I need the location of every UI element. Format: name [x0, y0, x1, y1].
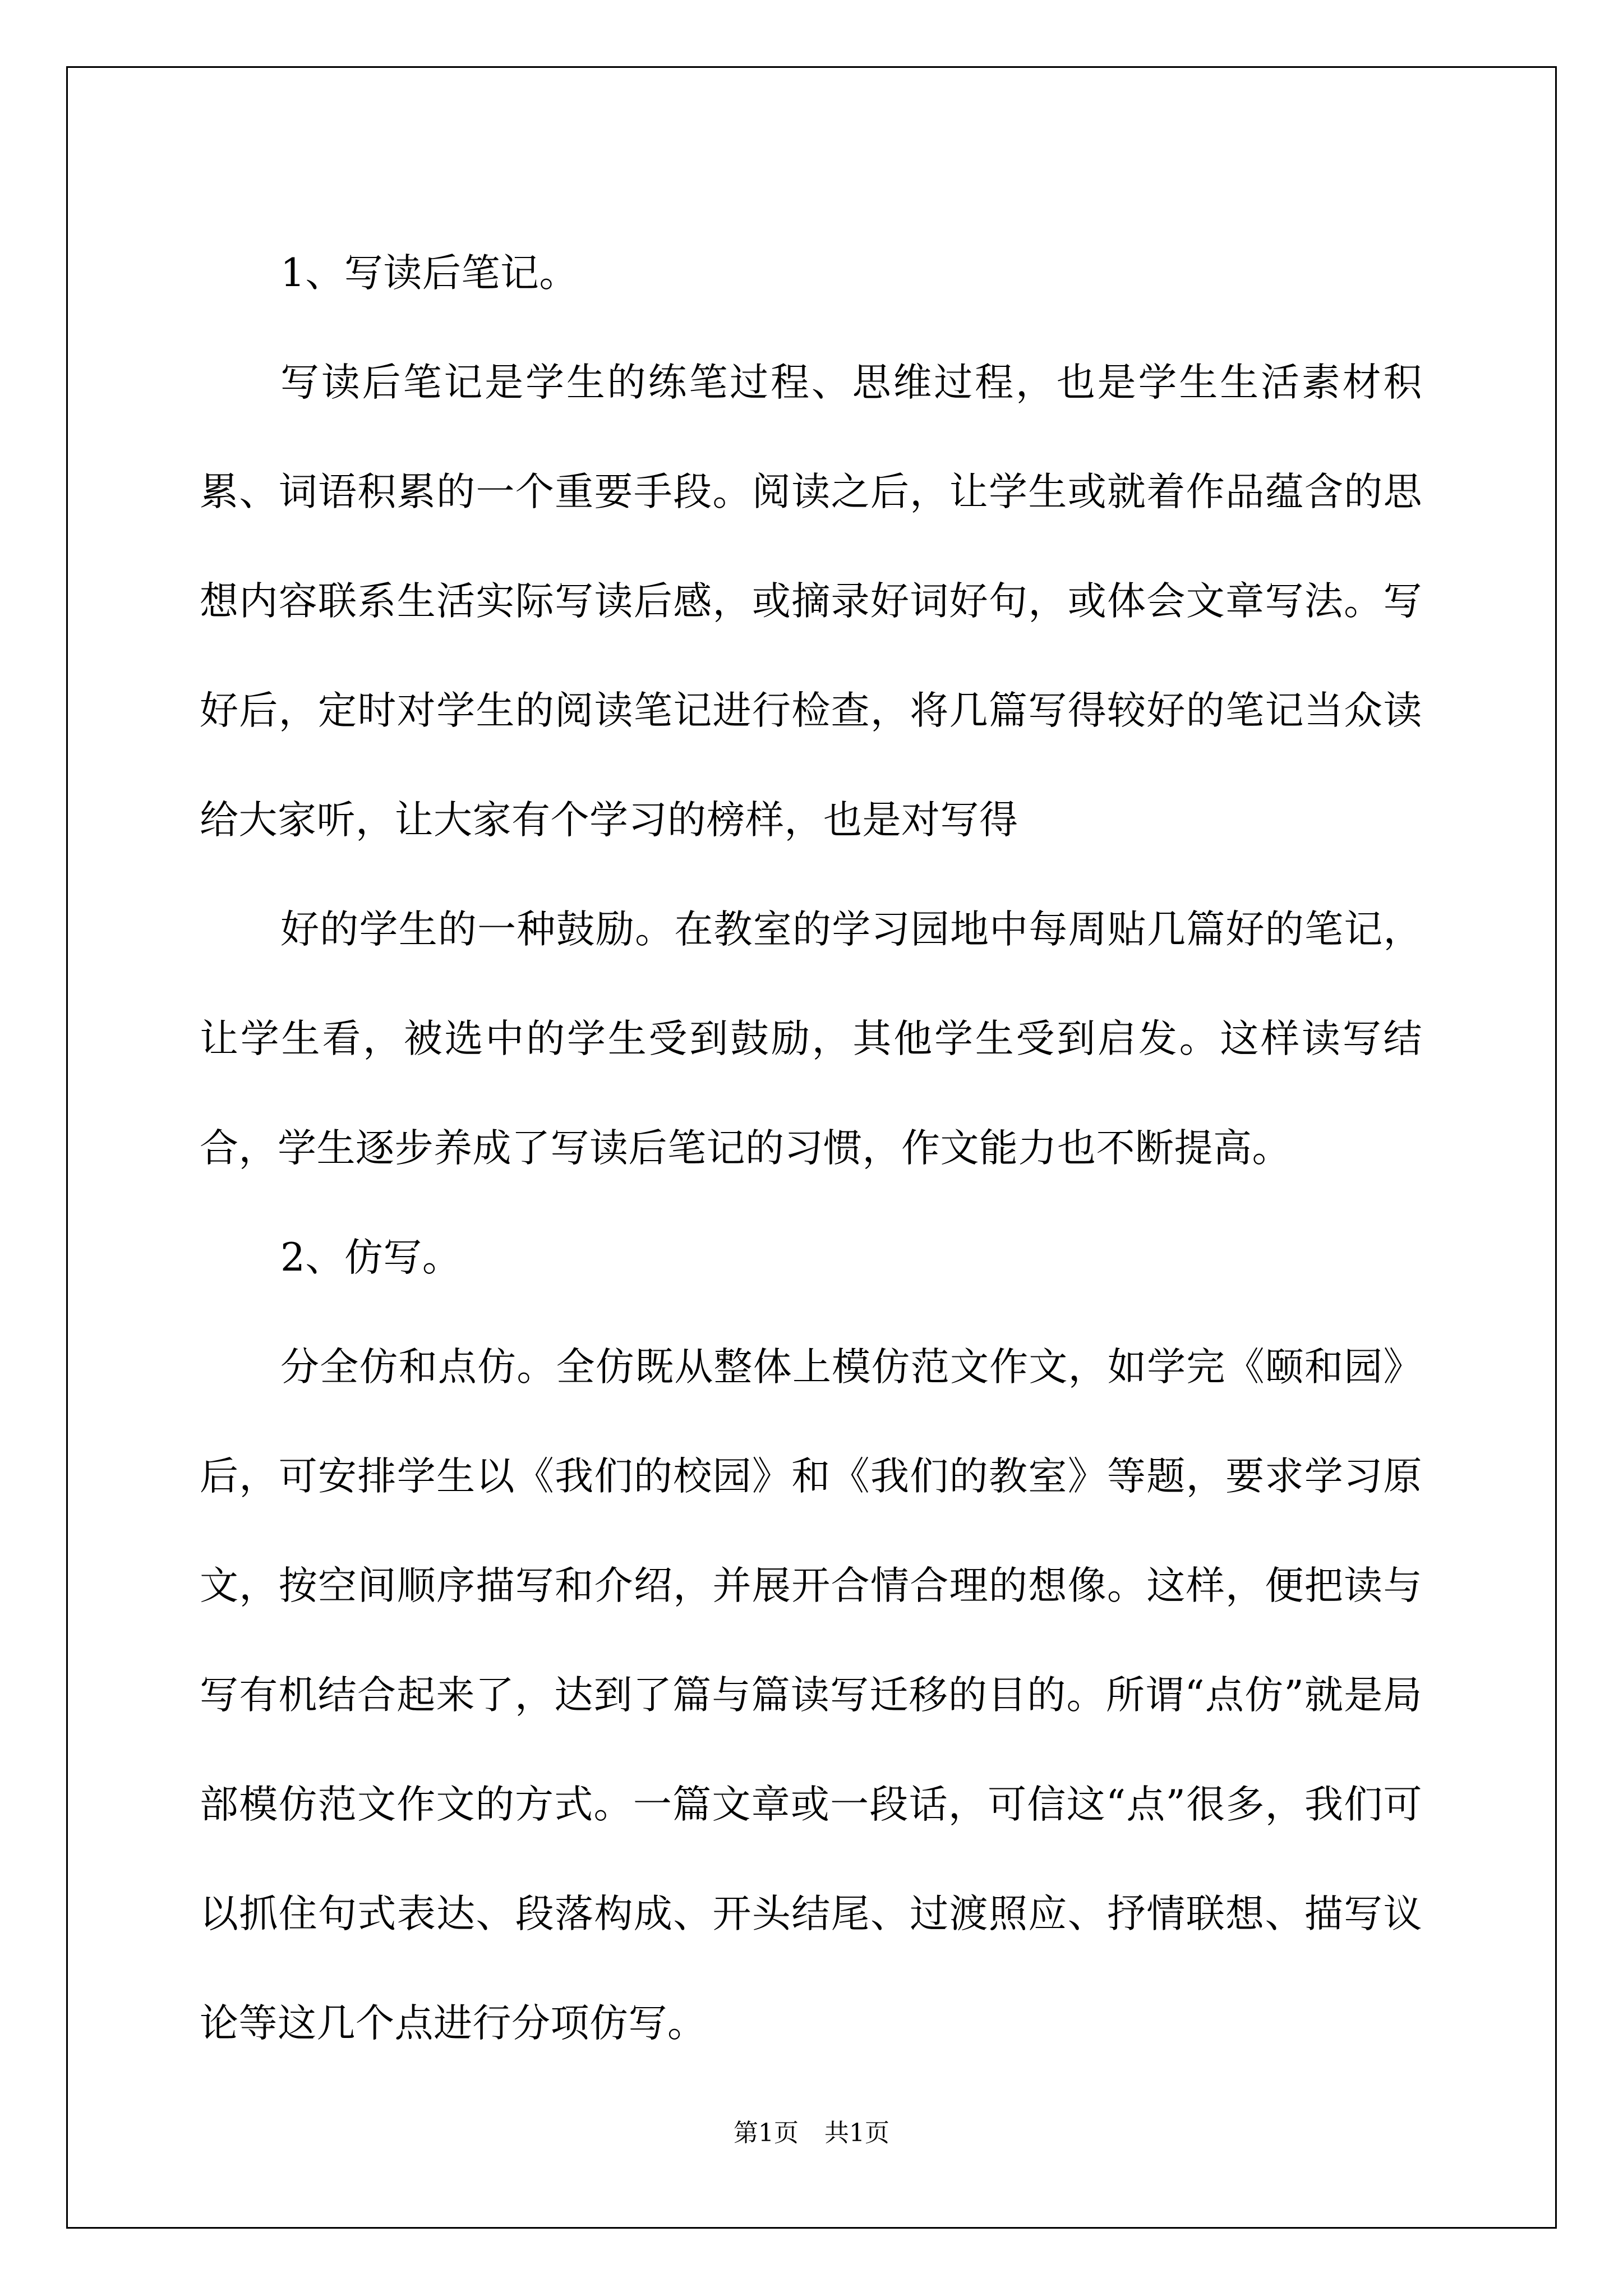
document-body	[200, 219, 1422, 2078]
paragraph-imitation: 分全仿和点仿。全仿既从整体上模仿范文作文，如学完《颐和园》后，可安排学生以《我们的校园》和《我们的教室》等题，要求学习原文，按空间顺序描写和介绍，并展开合情合理的想像。这样，便把读与写有机结合起来了，达到了篇与篇读写迁移的目的。所谓“点仿”就是局部模仿范文作文的方式。一篇文章或一段话，可信这“点”很多，我们可以抓住句式表达、段落构成、开头结尾、过渡照应、抒情联想、描写议论等这几个点进行分项仿写。	[200, 1345, 1422, 2046]
page-number: 第1页	[734, 2119, 799, 2147]
page-footer	[0, 2116, 1623, 2150]
page-total: 共1页	[824, 2119, 889, 2147]
section-heading-1: 1、写读后笔记。	[280, 251, 578, 296]
paragraph-encouragement: 好的学生的一种鼓励。在教室的学习园地中每周贴几篇好的笔记，让学生看，被选中的学生受到鼓励，其他学生受到启发。这样读写结合，学生逐步养成了写读后笔记的习惯，作文能力也不断提高。	[200, 907, 1422, 1171]
paragraph-reading-notes: 写读后笔记是学生的练笔过程、思维过程，也是学生生活素材积累、词语积累的一个重要手段。阅读之后，让学生或就着作品蕴含的思想内容联系生活实际写读后感，或摘录好词好句，或体会文章写法。写好后，定时对学生的阅读笔记进行检查，将几篇写得较好的笔记当众读给大家听，让大家有个学习的榜样，也是对写得	[200, 360, 1422, 843]
section-heading-2: 2、仿写。	[280, 1235, 462, 1280]
